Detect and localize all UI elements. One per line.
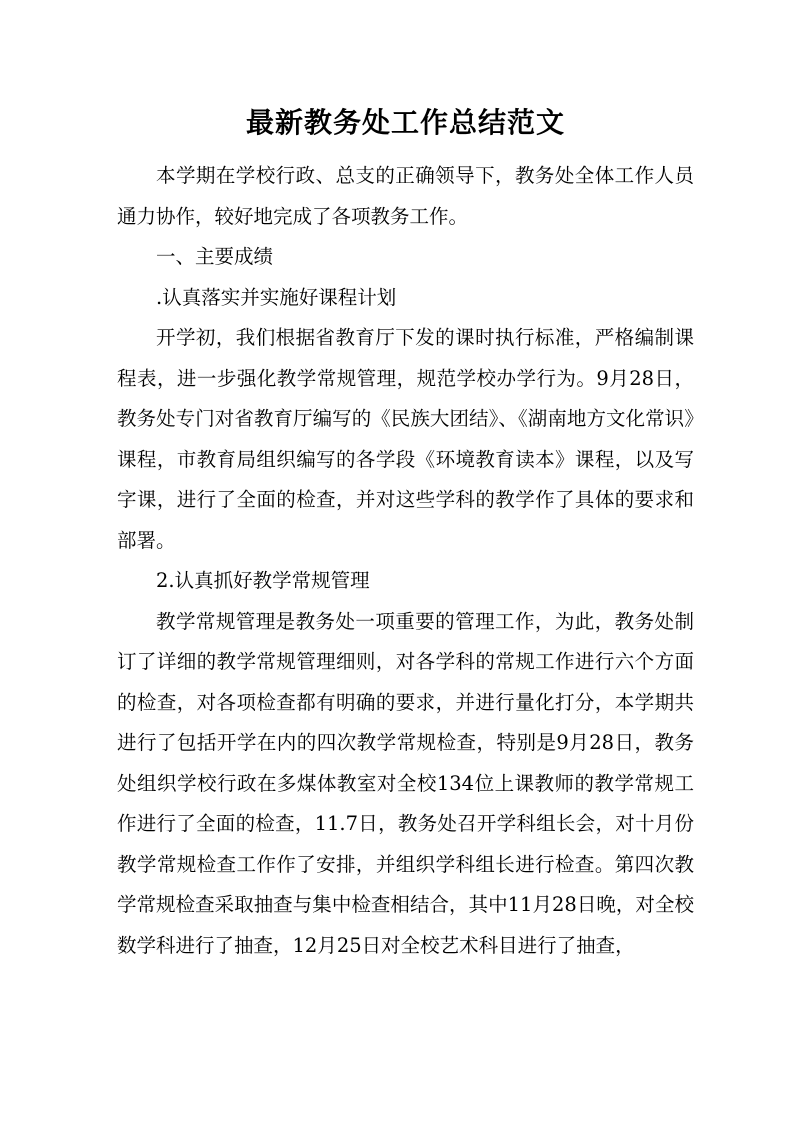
item-heading-teaching-routine: 2.认真抓好教学常规管理 [156, 569, 370, 592]
intro-paragraph: 本学期在学校行政、总支的正确领导下，教务处全体工作人员通力协作，较好地完成了各项教务工作。 [117, 164, 694, 228]
document-title: 最新教务处工作总结范文 [245, 106, 565, 139]
document-body [117, 156, 694, 966]
item-heading-curriculum-plan: .认真落实并实施好课程计划 [156, 285, 397, 309]
teaching-routine-paragraph: 教学常规管理是教务处一项重要的管理工作，为此，教务处制订了详细的教学常规管理细则，对各学科的常规工作进行六个方面的检查，对各项检查都有明确的要求，并进行量化打分，本学期共进行了包括开学在内的四次教学常规检查，特别是9月28日，教务处组织学校行政在多煤体教室对全校134位上课教师的教学常规工作进行了全面的检查，11.7日，教务处召开学科组长会，对十月份教学常规检查工作作了安排，并组织学科组长进行检查。第四次教学常规检查采取抽查与集中检查相结合，其中11月28日晚，对全校数学科进行了抽查，12月25日对全校艺术科目进行了抽查， [117, 609, 694, 957]
curriculum-plan-paragraph: 开学初，我们根据省教育厅下发的课时执行标准，严格编制课程表，进一步强化教学常规管理，规范学校办学行为。9月28日，教务处专门对省教育厅编写的《民族大团结》、《湖南地方文化常识》课程，市教育局组织编写的各学段《环境教育读本》课程，以及写字课，进行了全面的检查，并对这些学科的教学作了具体的要求和部署。 [117, 326, 694, 552]
section-heading-main-achievements: 一、主要成绩 [156, 245, 274, 268]
